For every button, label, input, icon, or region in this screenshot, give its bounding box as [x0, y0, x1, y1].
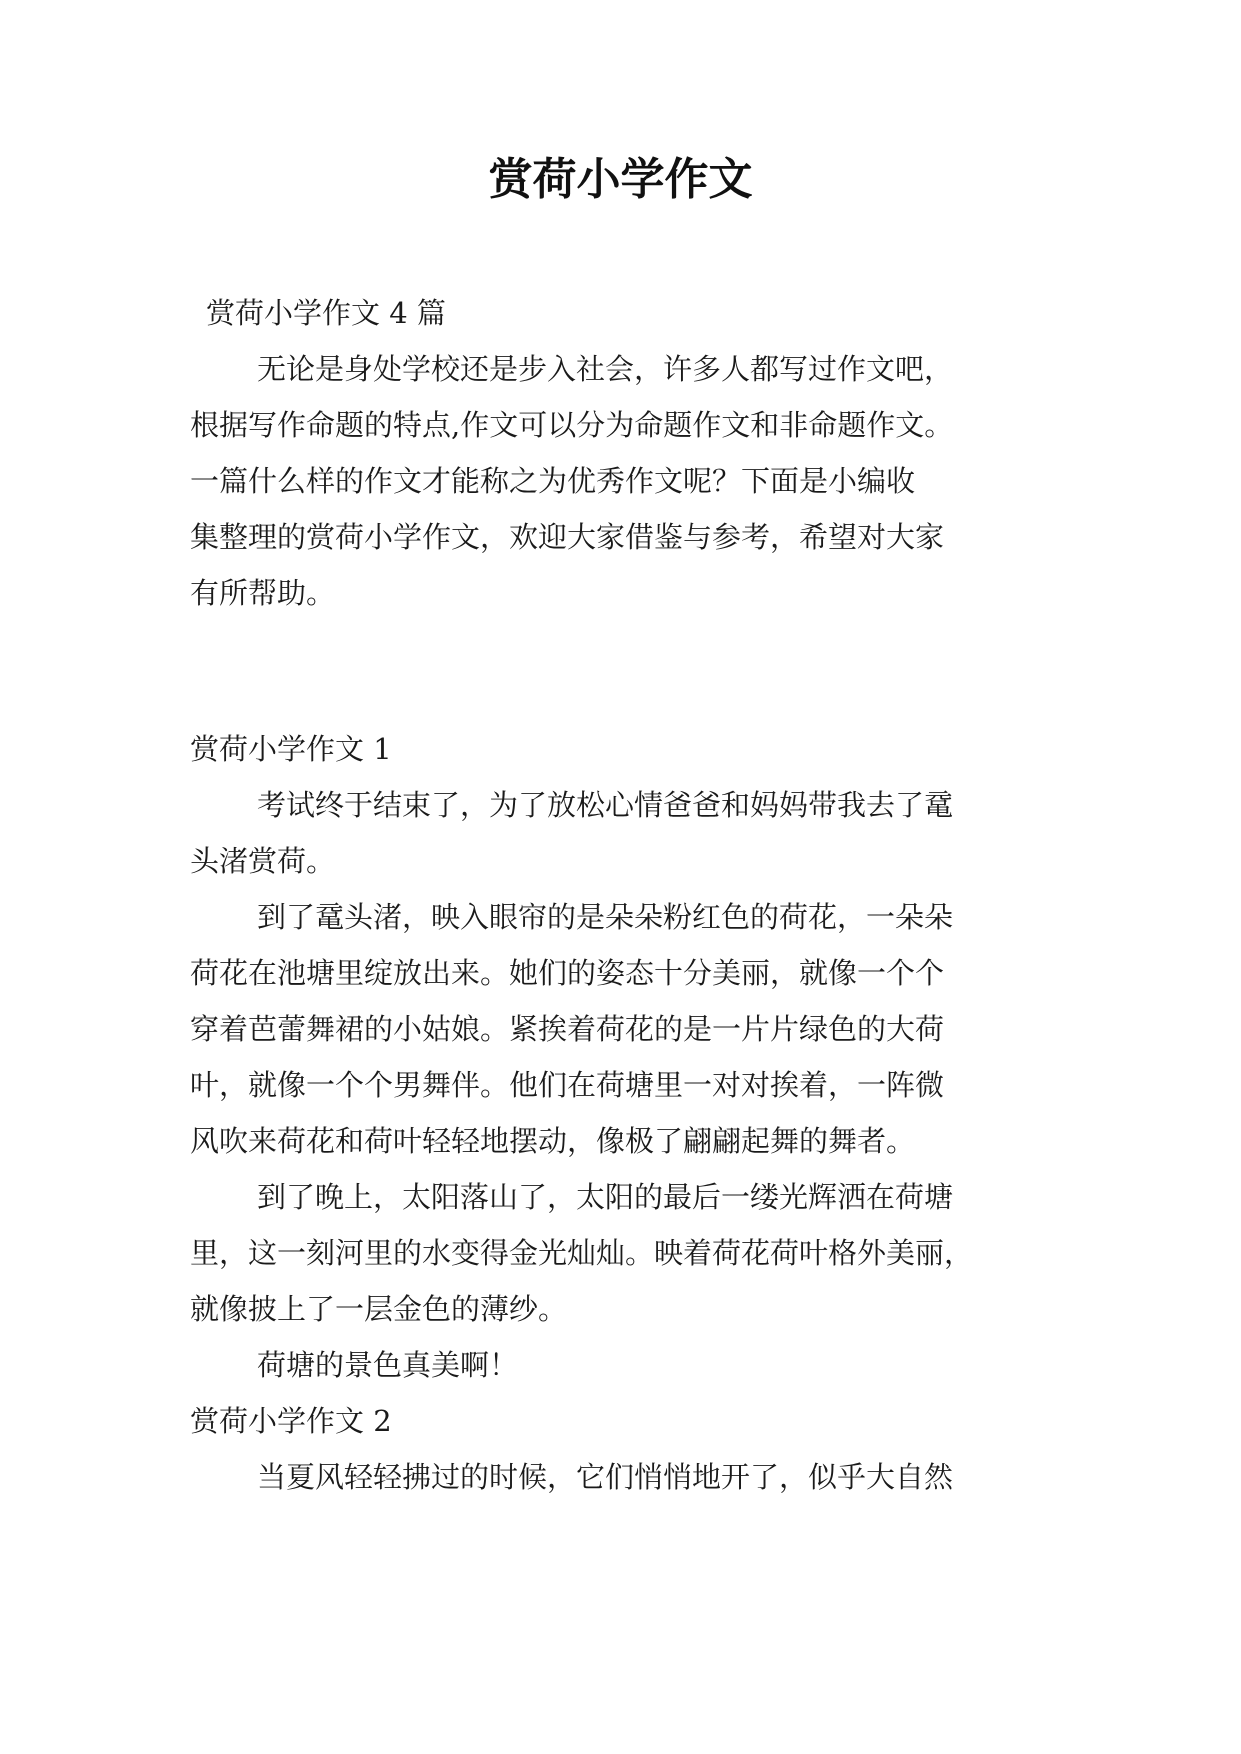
paragraph-line: 到了鼋头渚，映入眼帘的是朵朵粉红色的荷花，一朵朵: [257, 900, 954, 934]
paragraph-line: 穿着芭蕾舞裙的小姑娘。紧挨着荷花的是一片片绿色的大荷: [190, 1012, 945, 1046]
paragraph-line: 荷花在池塘里绽放出来。她们的姿态十分美丽，就像一个个: [190, 956, 945, 990]
essay-2-paragraph-1: [190, 1449, 1050, 1505]
essay-1-paragraph-3: [190, 1169, 1050, 1337]
paragraph-line: 叶，就像一个个男舞伴。他们在荷塘里一对对挨着，一阵微: [190, 1068, 945, 1102]
paragraph-line: 到了晚上，太阳落山了，太阳的最后一缕光辉洒在荷塘: [257, 1180, 954, 1214]
paragraph-line: 荷塘的景色真美啊！: [257, 1348, 519, 1382]
paragraph-line: 一篇什么样的作文才能称之为优秀作文呢？下面是小编收: [190, 464, 916, 498]
document-title: 赏荷小学作文: [488, 154, 753, 205]
essay-1-heading: 赏荷小学作文 1: [190, 732, 392, 766]
paragraph-line: 风吹来荷花和荷叶轻轻地摆动，像极了翩翩起舞的舞者。: [190, 1124, 916, 1158]
intro-paragraph: [190, 341, 1050, 621]
essay-1-paragraph-4: [190, 1337, 1050, 1393]
paragraph-line: 当夏风轻轻拂过的时候，它们悄悄地开了，似乎大自然: [257, 1460, 954, 1494]
document-body: [190, 285, 1050, 1505]
essay-1-paragraph-2: [190, 889, 1050, 1169]
paragraph-line: 考试终于结束了，为了放松心情爸爸和妈妈带我去了鼋: [257, 788, 954, 822]
essay-2-heading: 赏荷小学作文 2: [190, 1404, 392, 1438]
paragraph-line: 集整理的赏荷小学作文，欢迎大家借鉴与参考，希望对大家: [190, 520, 945, 554]
paragraph-line: 就像披上了一层金色的薄纱。: [190, 1292, 568, 1326]
document-subtitle: 赏荷小学作文 4 篇: [206, 296, 446, 330]
section-spacer: [190, 621, 1050, 721]
paragraph-line: 无论是身处学校还是步入社会，许多人都写过作文吧，: [257, 352, 954, 386]
essay-1-paragraph-1: [190, 777, 1050, 889]
paragraph-line: 有所帮助。: [190, 576, 336, 610]
paragraph-line: 里，这一刻河里的水变得金光灿灿。映着荷花荷叶格外美丽，: [190, 1236, 974, 1270]
paragraph-line: 根据写作命题的特点,作文可以分为命题作文和非命题作文。: [190, 408, 954, 442]
paragraph-line: 头渚赏荷。: [190, 844, 336, 878]
